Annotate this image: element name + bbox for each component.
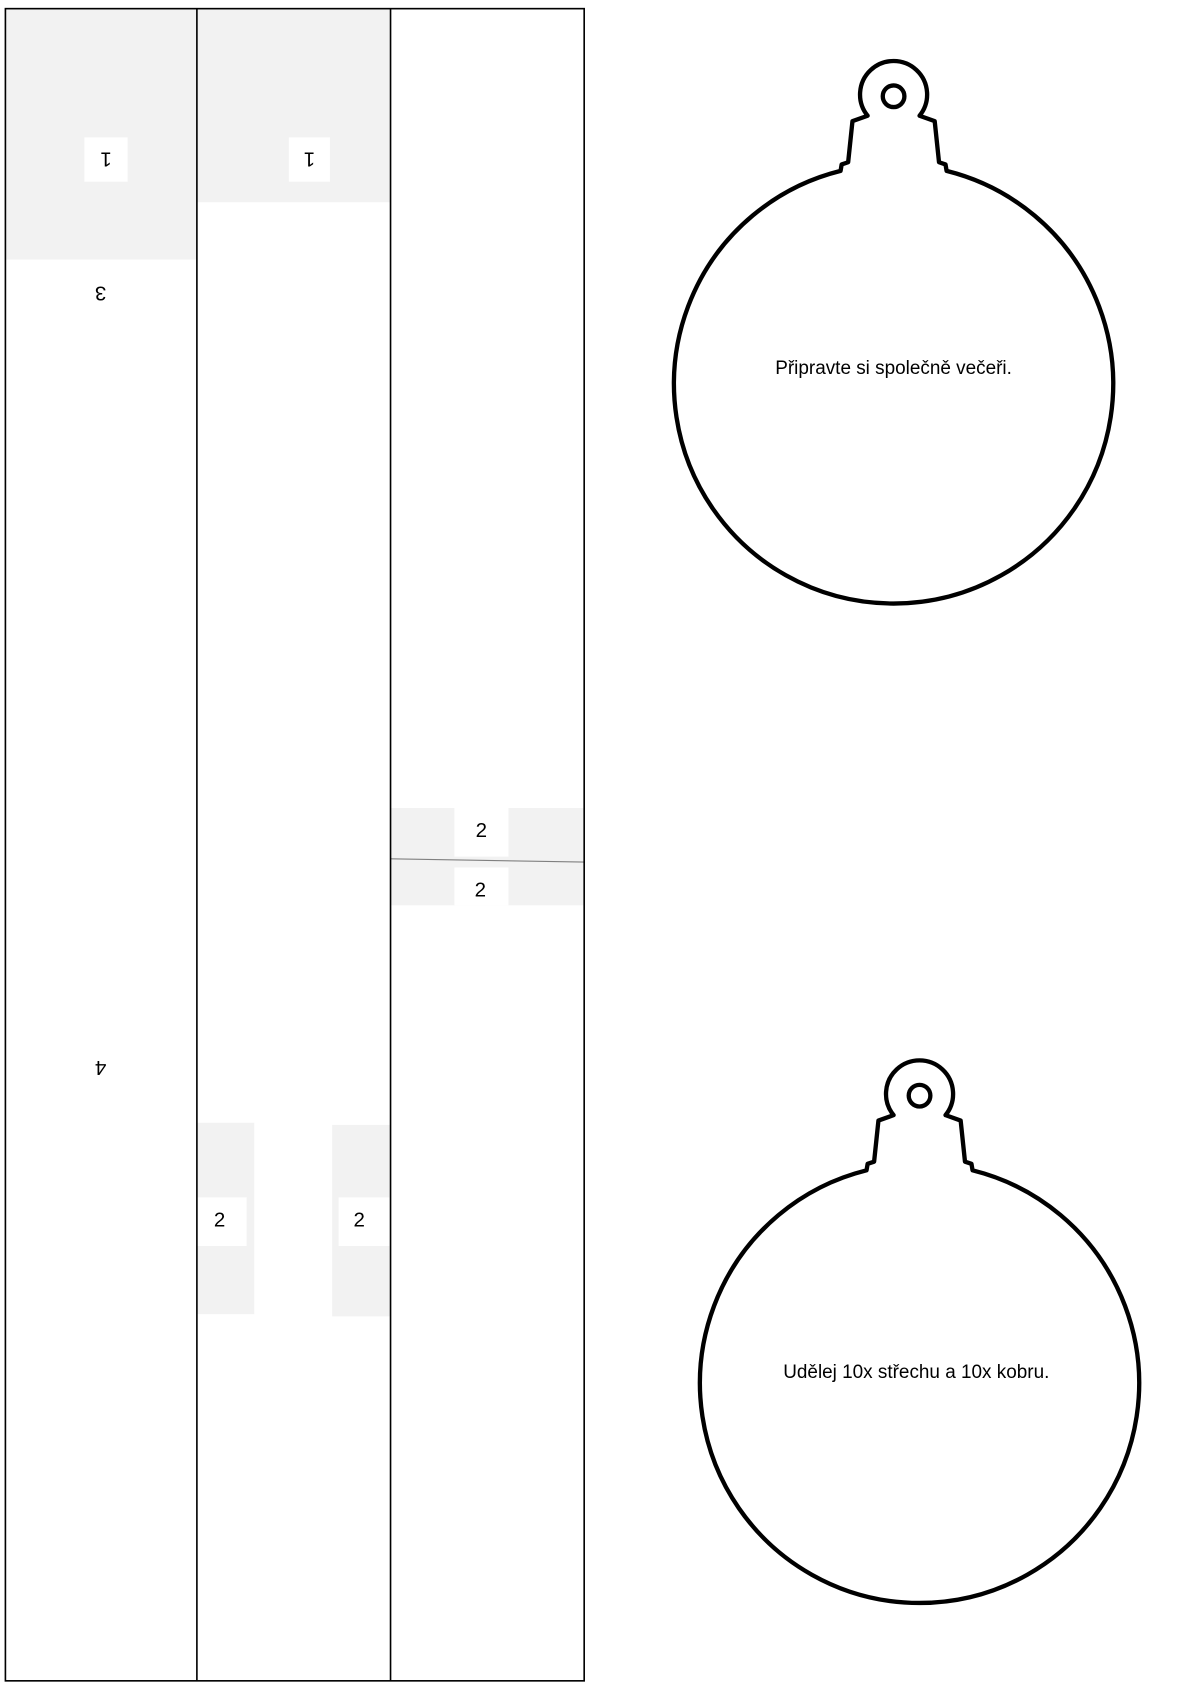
ornament-2-outline [700, 1060, 1139, 1603]
strip-1-middle-mark: 3 [94, 281, 107, 305]
ornament-2-text: Udělej 10x střechu a 10x kobru. [783, 1361, 1050, 1383]
ornament-2 [700, 1060, 1139, 1603]
strip-3-upper-tab-label: 2 [475, 819, 488, 843]
strip-2-right-tab-label: 2 [353, 1208, 365, 1232]
strip-3-lower-tab-label: 2 [474, 878, 487, 902]
strip-1-glue-area [5, 9, 196, 260]
strip-1-top-tab-label: 1 [100, 147, 112, 171]
strip-2-top-tab-label: 1 [303, 147, 316, 171]
ornament-1 [674, 61, 1113, 604]
strip-1-lower-mark: 4 [94, 1056, 107, 1080]
paper-strips [5, 9, 584, 1681]
ornament-1-hanger-hole [883, 85, 905, 107]
ornament-2-hanger-hole [909, 1085, 931, 1107]
ornament-1-outline [674, 61, 1113, 604]
strip-2-left-tab-label: 2 [213, 1208, 226, 1232]
ornament-1-text: Připravte si společně večeři. [775, 358, 1012, 380]
